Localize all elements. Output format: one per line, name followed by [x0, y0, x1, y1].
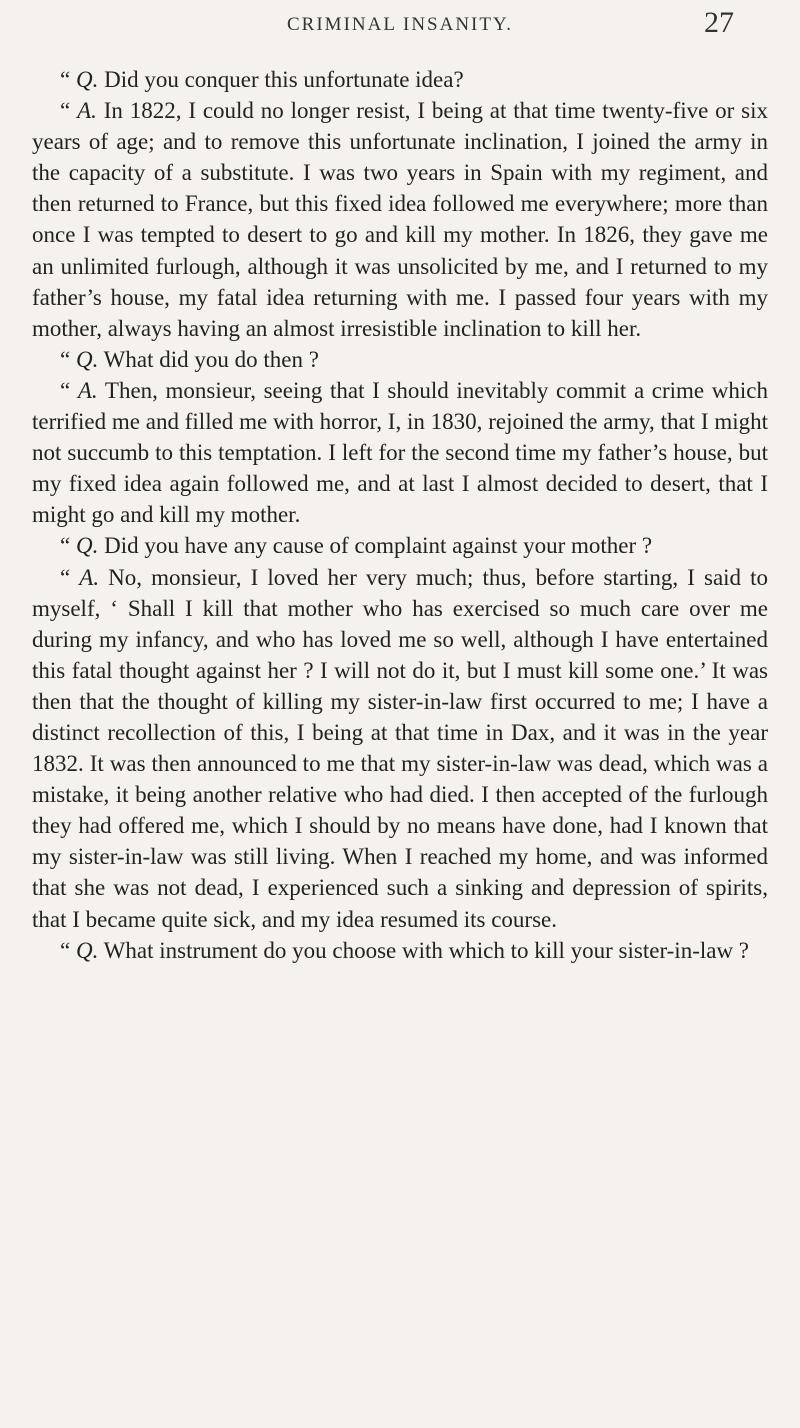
speaker-label: Q.: [75, 533, 99, 559]
paragraph-text: Did you conquer this unfortunate idea?: [98, 67, 464, 92]
speaker-label: A.: [79, 564, 100, 590]
open-quote: “: [60, 67, 76, 92]
paragraph-text: What instrument do you choose with which to kill your sister-in-law ?: [98, 937, 750, 963]
open-quote: “: [60, 533, 76, 559]
speaker-label: A.: [77, 98, 97, 124]
open-quote: “: [60, 937, 76, 963]
paragraph-text: Did you have any cause of complaint against your mother ?: [98, 533, 653, 559]
dialogue-paragraph: [32, 530, 768, 561]
dialogue-paragraph: [32, 375, 768, 530]
dialogue-paragraph: [32, 95, 768, 344]
body-text: [32, 64, 768, 966]
open-quote: “: [60, 98, 78, 124]
paragraph-text: What did you do then ?: [98, 346, 319, 372]
dialogue-paragraph: [32, 562, 768, 935]
open-quote: “: [60, 377, 78, 403]
speaker-label: A.: [77, 377, 98, 403]
dialogue-paragraph: [32, 64, 768, 95]
open-quote: “: [60, 346, 76, 372]
paragraph-text: No, monsieur, I loved her very much; thus, before starting, I said to myself, ‘ Shall I kill that mother who has exercised so much care over me during my infancy, and who has loved me so well, although I have entertained this fatal thought against her ? I will not do it, but I must kill some one.’ It was then that the thought of killing my sister-in-law first occurred to me; I have a distinct recollection of this, I being at that time in Dax, and it was in the year 1832. It was then announced to me that my sister-in-law was dead, which was a mistake, it being another relative who had died. I then accepted of the furlough they had offered me, which I should by no means have done, had I known that my sister-in-law was still living. When I reached my home, and was informed that she was not dead, I experienced such a sinking and depression of spirits, that I became quite sick, and my idea resumed its course.: [32, 564, 769, 932]
running-title: CRIMINAL INSANITY.: [287, 14, 513, 35]
running-head: [0, 14, 800, 36]
paragraph-text: Then, monsieur, seeing that I should inevitably commit a crime which terrified me and filled me with horror, I, in 1830, rejoined the army, that I might not succumb to this temptation. I left for the second time my father’s house, but my fixed idea again followed me, and at last I almost decided to desert, that I might go and kill my mother.: [32, 377, 768, 528]
page-number: 27: [704, 6, 734, 39]
speaker-label: Q.: [75, 67, 99, 92]
open-quote: “: [60, 564, 80, 590]
dialogue-paragraph: [32, 344, 768, 375]
dialogue-paragraph: [32, 935, 768, 966]
paragraph-text: In 1822, I could no longer resist, I being at that time twenty-five or six years of age; and to remove this unfortunate inclination, I joined the army in the capacity of a substitute. I was two years in Spain with my regiment, and then returned to France, but this fixed idea followed me everywhere; more than once I was tempted to desert to go and kill my mother. In 1826, they gave me an unlimited furlough, although it was unsolicited by me, and I returned to my father’s house, my fatal idea returning with me. I passed four years with my mother, always having an almost irresistible inclination to kill her.: [32, 98, 768, 341]
speaker-label: Q.: [75, 346, 99, 372]
speaker-label: Q.: [75, 937, 99, 963]
